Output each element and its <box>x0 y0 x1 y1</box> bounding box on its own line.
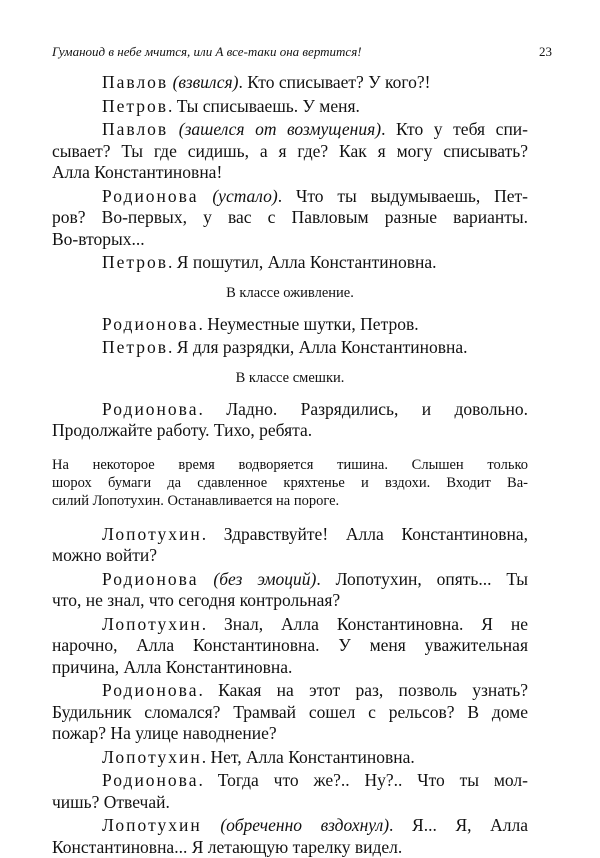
stage-direction-centered: В классе смешки. <box>52 369 528 387</box>
dialogue-turn <box>52 569 528 612</box>
speech-line: . Кто списывает? У кого?! <box>239 72 431 92</box>
dialogue-turn <box>52 815 528 858</box>
stage-direction: (взвился) <box>173 72 239 92</box>
speech-line: можно войти? <box>52 545 528 567</box>
speaker-name: Родионова <box>102 399 198 419</box>
speaker-name: Петров <box>102 96 168 116</box>
speech-line: Будильник сломался? Трамвай сошел с рельсов? В доме <box>52 702 528 724</box>
speech-line: . Знал, Алла Константиновна. Я не <box>202 614 528 634</box>
dialogue-turn <box>52 399 528 442</box>
dialogue-turn <box>52 252 528 274</box>
dialogue-turn <box>52 119 528 184</box>
speaker-name: Родионова <box>102 770 198 790</box>
speech-line: . Тогда что же?.. Ну?.. Что ты мол- <box>198 770 528 790</box>
speech-line: нарочно, Алла Константиновна. У меня уважительная <box>52 635 528 657</box>
speaker-name: Родионова <box>102 569 198 589</box>
speech-line: . Я пошутил, Алла Константиновна. <box>168 252 436 272</box>
speaker-name: Павлов <box>102 119 168 139</box>
speaker-name: Павлов <box>102 72 168 92</box>
speech-line: пожар? На улице наводнение? <box>52 723 528 745</box>
speaker-name: Родионова <box>102 680 198 700</box>
dialogue-turn <box>52 72 528 94</box>
speaker-name: Лопотухин <box>102 524 202 544</box>
dialogue-turn <box>52 314 528 336</box>
speaker-name: Лопотухин <box>102 815 202 835</box>
dialogue-turn <box>52 337 528 359</box>
speech-line: . Кто у тебя спи- <box>381 119 528 139</box>
running-title: Гуманоид в небе мчится, или А все-таки она вертится! <box>52 44 362 60</box>
stage-direction-block <box>52 456 528 510</box>
stage-direction-centered: В классе оживление. <box>52 284 528 302</box>
speech-line: сывает? Ты где сидишь, а я где? Как я могу списывать? <box>52 141 528 163</box>
page-body <box>52 70 528 858</box>
speaker-name: Родионова <box>102 186 198 206</box>
speech-line: причина, Алла Константиновна. <box>52 657 528 679</box>
dialogue-turn <box>52 524 528 567</box>
speech-line: Продолжайте работу. Тихо, ребята. <box>52 420 528 442</box>
dialogue-turn <box>52 96 528 118</box>
speech-line: . Нет, Алла Константиновна. <box>202 747 415 767</box>
page-number: 23 <box>539 44 552 60</box>
speech-line: Во-вторых... <box>52 229 528 251</box>
speaker-name: Родионова <box>102 314 198 334</box>
speech-line: . Здравствуйте! Алла Константиновна, <box>202 524 528 544</box>
stage-line: шорох бумаги да сдавленное кряхтенье и вздохи. Входит Ва- <box>52 474 528 492</box>
stage-direction: (устало) <box>212 186 277 206</box>
speech-line: . Неуместные шутки, Петров. <box>198 314 418 334</box>
speech-line: . Ты списываешь. У меня. <box>168 96 360 116</box>
speaker-name: Лопотухин <box>102 614 202 634</box>
speech-line: чишь? Отвечай. <box>52 792 528 814</box>
speech-line: ров? Во-первых, у вас с Павловым разные варианты. <box>52 207 528 229</box>
speech-line: . Что ты выдумываешь, Пет- <box>278 186 528 206</box>
speaker-name: Петров <box>102 337 168 357</box>
speech-line: Константиновна... Я летающую тарелку видел. <box>52 837 528 858</box>
stage-line: На некоторое время водворяется тишина. Слышен только <box>52 456 528 474</box>
dialogue-turn <box>52 770 528 813</box>
dialogue-turn <box>52 680 528 745</box>
speech-line: Алла Константиновна! <box>52 162 528 184</box>
speaker-name: Лопотухин <box>102 747 202 767</box>
stage-direction: (без эмоций) <box>213 569 316 589</box>
dialogue-turn <box>52 186 528 251</box>
speech-line: . Ладно. Разрядились, и довольно. <box>198 399 528 419</box>
speech-line: что, не знал, что сегодня контрольная? <box>52 590 528 612</box>
speech-line: . Я... Я, Алла <box>389 815 528 835</box>
dialogue-turn <box>52 614 528 679</box>
stage-direction: (обреченно вздохнул) <box>220 815 389 835</box>
speech-line: . Я для разрядки, Алла Константиновна. <box>168 337 467 357</box>
speech-line: . Лопотухин, опять... Ты <box>316 569 528 589</box>
stage-line: силий Лопотухин. Останавливается на пороге. <box>52 492 528 510</box>
stage-direction: (зашелся от возмущения) <box>179 119 381 139</box>
speaker-name: Петров <box>102 252 168 272</box>
speech-line: . Какая на этот раз, позволь узнать? <box>198 680 528 700</box>
